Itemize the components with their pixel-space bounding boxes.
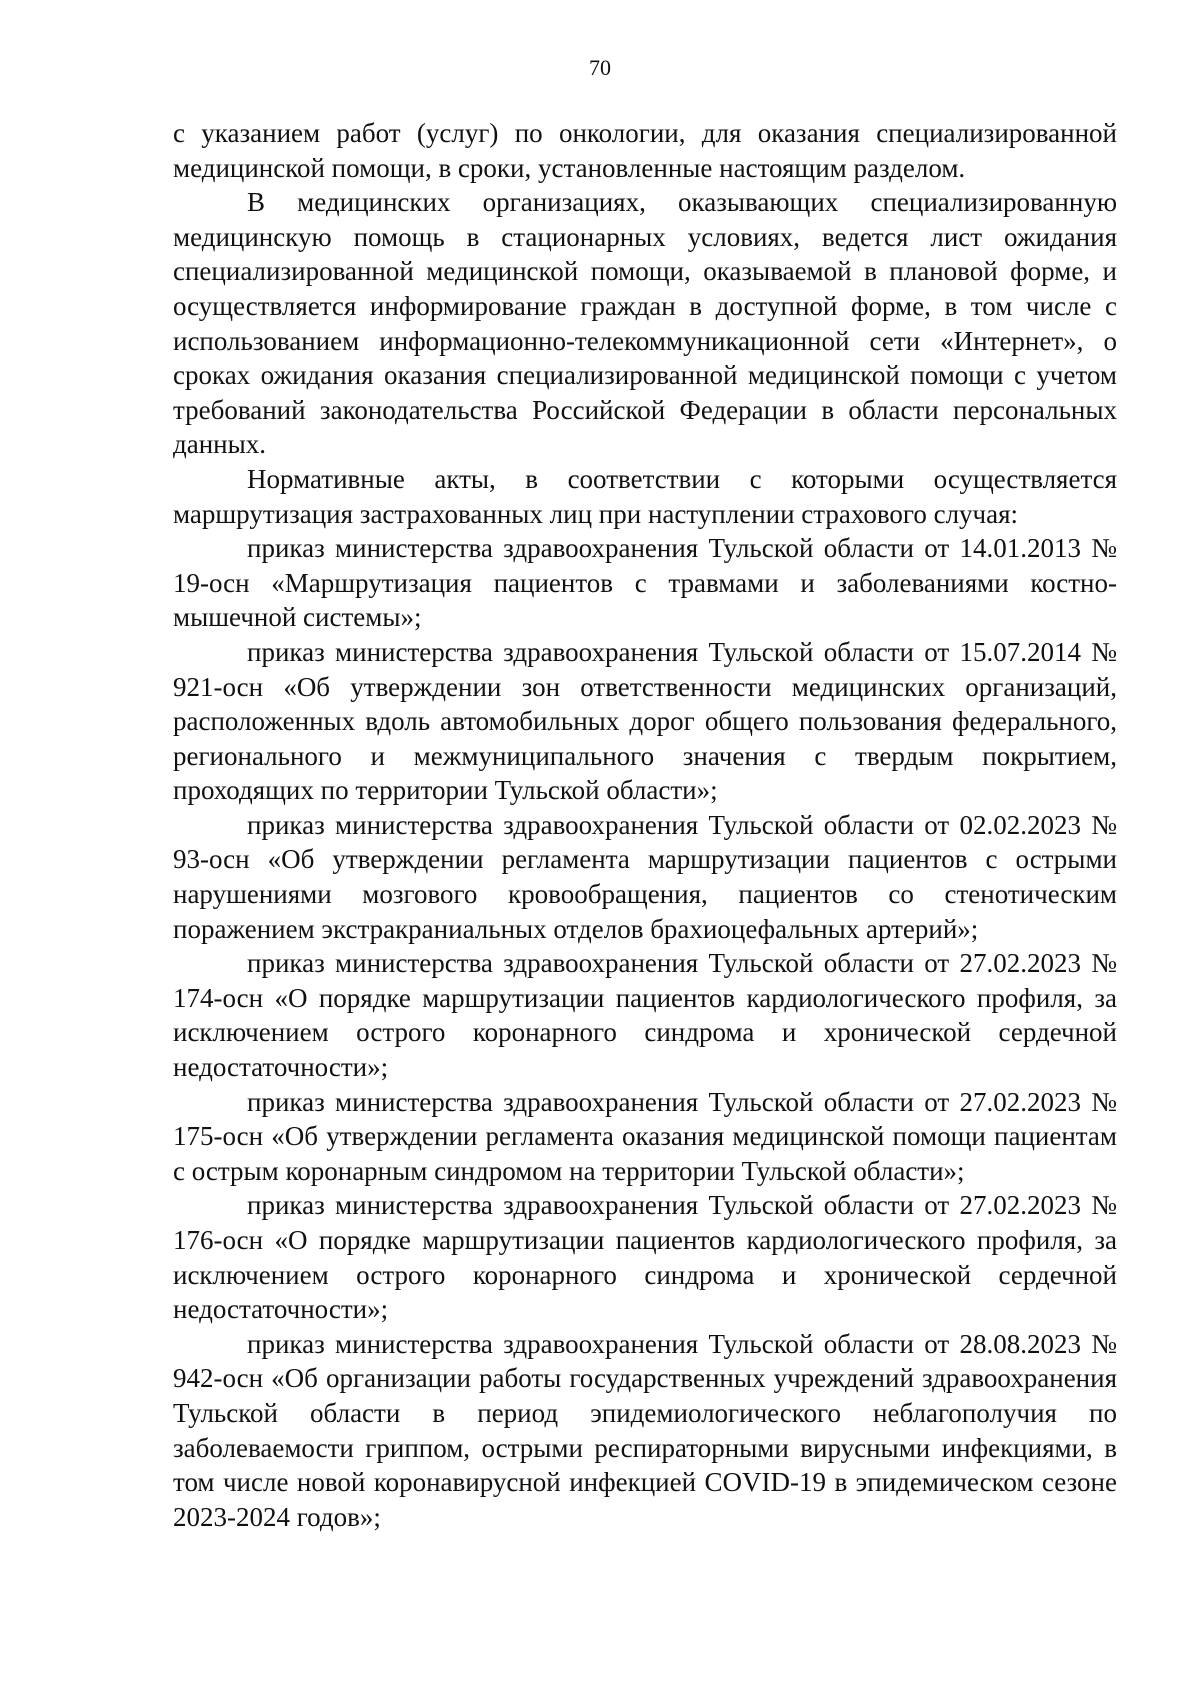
order-item: приказ министерства здравоохранения Тульской области от 27.02.2023 № 175-осн «Об утверждении регламента оказания медицинской помощи пациентам с острым коронарным синдромом на территории Тульской области»; <box>173 1086 1117 1186</box>
order-item: приказ министерства здравоохранения Тульской области от 28.08.2023 № 942-осн «Об организации работы государственных учреждений здравоохранения Тульской области в период эпидемиологического неблагополучия по заболеваемости гриппом, острыми респираторными вирусными инфекциями, в том числе новой коронавирусной инфекцией COVID-19 в эпидемическом сезоне 2023-2024 годов»; <box>173 1328 1117 1532</box>
document-body <box>173 116 1117 1534</box>
order-item: приказ министерства здравоохранения Тульской области от 27.02.2023 № 176-осн «О порядке маршрутизации пациентов кардиологического профиля, за исключением острого коронарного синдрома и хронической сердечной недостаточности»; <box>173 1190 1117 1325</box>
order-item: приказ министерства здравоохранения Тульской области от 14.01.2013 № 19-осн «Маршрутизация пациентов с травмами и заболеваниями костно-мышечной системы»; <box>173 533 1117 633</box>
paragraph-continuation: с указанием работ (услуг) по онкологии, для оказания специализированной медицинской помощи, в сроки, установленные настоящим разделом. <box>173 118 1117 183</box>
paragraph-normative-acts: Нормативные акты, в соответствии с которыми осуществляется маршрутизация застрахованных лиц при наступлении страхового случая: <box>173 463 1117 529</box>
order-item: приказ министерства здравоохранения Тульской области от 02.02.2023 № 93-осн «Об утверждении регламента маршрутизации пациентов с острыми нарушениями мозгового кровообращения, пациентов со стенотическим поражением экстракраниальных отделов брахиоцефальных артерий»; <box>173 809 1117 944</box>
page-number: 70 <box>589 55 611 80</box>
order-item: приказ министерства здравоохранения Тульской области от 27.02.2023 № 174-осн «О порядке маршрутизации пациентов кардиологического профиля, за исключением острого коронарного синдрома и хронической сердечной недостаточности»; <box>173 948 1117 1083</box>
order-item: приказ министерства здравоохранения Тульской области от 15.07.2014 № 921-осн «Об утверждении зон ответственности медицинских организаций, расположенных вдоль автомобильных дорог общего пользования федерального, регионального и межмуниципального значения с твердым покрытием, проходящих по территории Тульской области»; <box>173 636 1117 806</box>
paragraph-waiting-list: В медицинских организациях, оказывающих специализированную медицинскую помощь в стационарных условиях, ведется лист ожидания специализированной медицинской помощи, оказываемой в плановой форме, и осуществляется информирование граждан в доступной форме, в том числе с использованием информационно-телекоммуникационной сети «Интернет», о сроках ожидания оказания специализированной медицинской помощи с учетом требований законодательства Российской Федерации в области персональных данных. <box>173 187 1117 460</box>
